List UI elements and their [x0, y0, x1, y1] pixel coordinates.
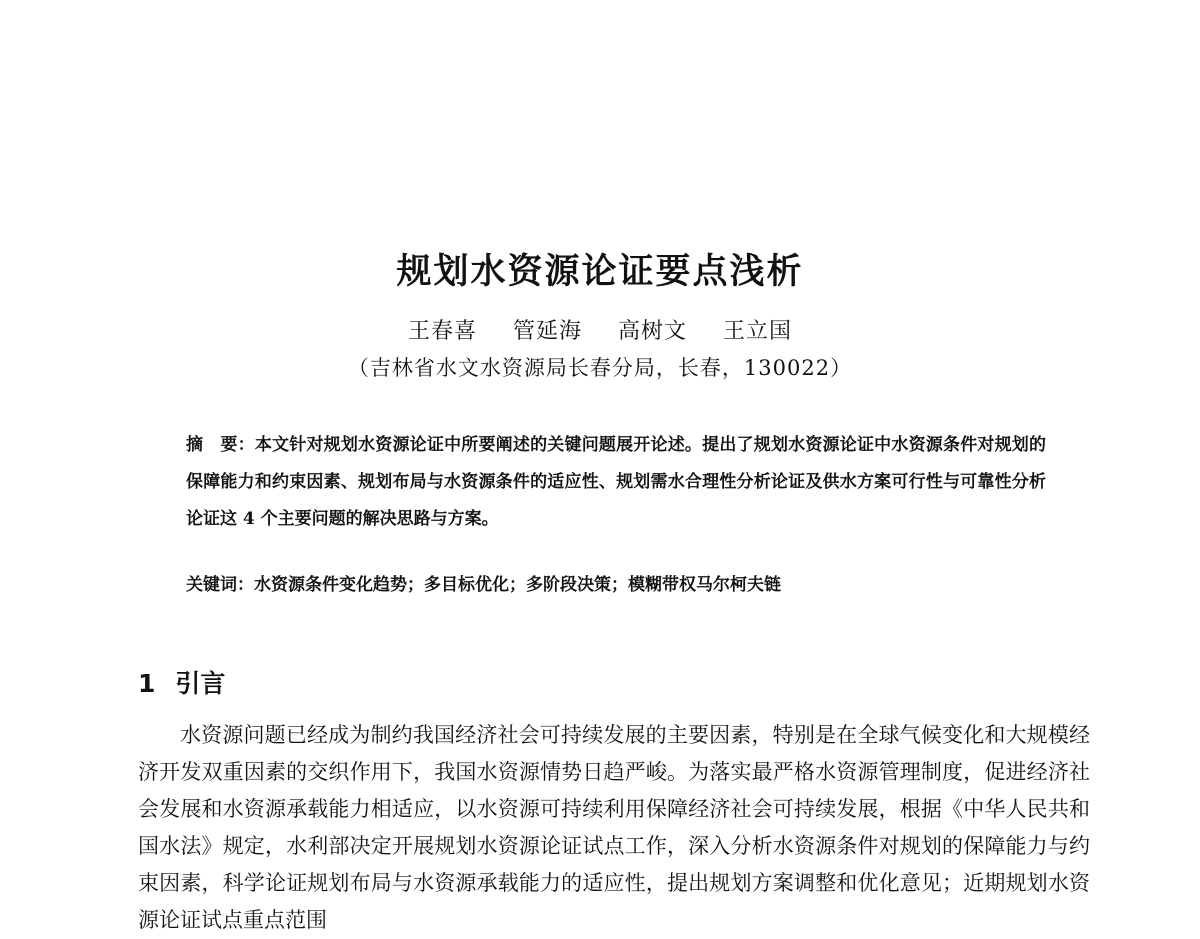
affiliation: （吉林省水文水资源局长春分局，长春，130022） — [347, 356, 853, 380]
paper-title: 规划水资源论证要点浅析 — [396, 252, 804, 292]
section-title: 引言 — [175, 669, 226, 698]
section-heading — [138, 664, 225, 700]
keywords — [186, 570, 1046, 595]
author-list — [0, 314, 1200, 345]
abstract — [186, 427, 1046, 538]
abstract-text: 本文针对规划水资源论证中所要阐述的关键问题展开论述。提出了规划水资源论证中水资源条件对规划的保障能力和约束因素、规划布局与水资源条件的适应性、规划需水合理性分析论证及供水方案可行性与可靠性分析论证这 4 个主要问题的解决思路与方案。 — [186, 435, 1047, 529]
author-name: 管延海 — [512, 319, 582, 344]
abstract-label: 摘 要： — [186, 435, 255, 455]
section-paragraph: 水资源问题已经成为制约我国经济社会可持续发展的主要因素，特别是在全球气候变化和大规模经济开发双重因素的交织作用下，我国水资源情势日趋严峻。为落实最严格水资源管理制度，促进经济社会发展和水资源承载能力相适应，以水资源可持续利用保障经济社会可持续发展，根据《中华人民共和国水法》规定，水利部决定开展规划水资源论证试点工作，深入分析水资源条件对规划的保障能力与约束因素，科学论证规划布局与水资源承载能力的适应性，提出规划方案调整和优化意见；近期规划水资源论证试点重点范围 — [138, 723, 1090, 932]
author-name: 王立国 — [723, 319, 793, 344]
author-name: 王春喜 — [407, 319, 477, 344]
author-name: 高树文 — [618, 319, 688, 344]
keywords-label: 关键词： — [186, 575, 254, 595]
section-number: 1 — [138, 669, 156, 698]
keywords-text: 水资源条件变化趋势；多目标优化；多阶段决策；模糊带权马尔柯夫链 — [254, 575, 781, 595]
